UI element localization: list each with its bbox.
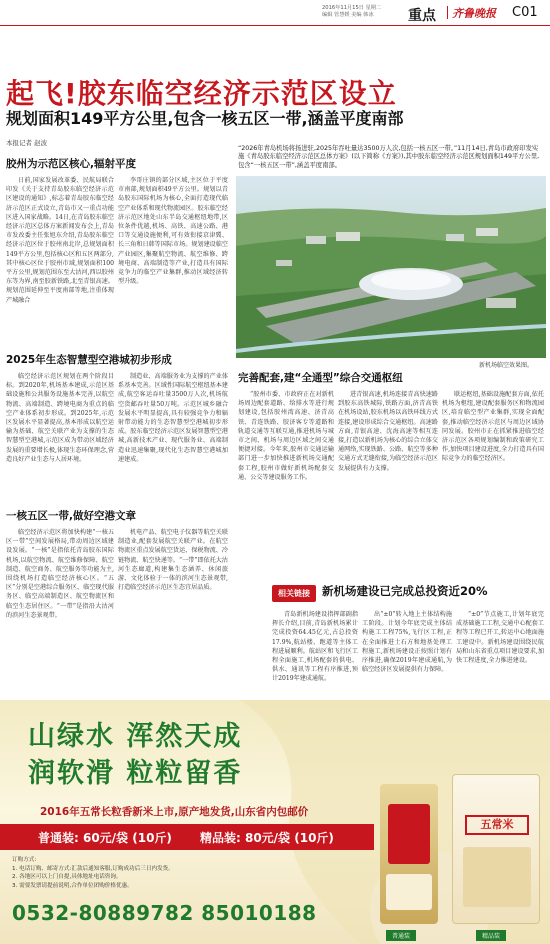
column-text: 临空经济示范区规划在两个阶段目标。到2020年,机场基本建成,示范区基础设施和公共服务设施基本完善,以航空物流、高端制造、跨境电商为重点的临空产业体系初步形成。到2025年,示范区发展水平显著提高,基本形成以航空运输为基础、航空关联产业为支撑的生态智慧型空港城,示范区成为带动区域经济发展的重要增长极,体现生态环保理念,营造良好产业生态与人居环境。 (6, 373, 114, 463)
bag-premium-label: 精品装 (476, 930, 506, 941)
column-text: 机电产品、航空电子仪器等航空关联制造业,配套发展航空关联产业。在航空物流区重点发展航空货运、保税物流、冷链物流、航空快递等。“一带”即依托大沽河生态廊道,构建集生态涵养、休闲旅游、文化体验于一体的滨河生态景观带,打造临空经济示范区生态宜居品质。 (118, 529, 228, 592)
ad-slogan-2: 润软滑 粒粒留香 (28, 758, 243, 789)
section-title-core: 胶州为示范区核心,辐射平度 (6, 158, 136, 170)
lead-paragraph: “2026年青岛机场将扬进驻,2025年吞吐量达3500万人次,包括一核五区一带。”11月14日,青岛市政府印发实施《青岛胶东临空经济示范区总体方案》(以下简称《方案》),其中胶东临空经济示范区规划面积149平方公里,包含“一核五区一带”,涵盖平度南部。 (238, 145, 540, 169)
column-text: 联运枢纽,基础设施配套方面,依托机场为枢纽,建设配套服务区和物流园区,培育临空型产业集群,实现全面配套,推动临空经济示范区与周边区域协同发展。胶州市正在抓紧推进临空经济示范区各项规划编制和政策研究工作,加快项目建设进度,全力打造具有国际竞争力的临空经济区。 (442, 391, 544, 463)
divider (447, 6, 448, 19)
column-text: 制造业、高端服务业为支撑的产业体系基本完善。区域性国际航空枢纽基本建成,航空客运吞吐量3500万人次,机场航空货邮吞吐量50万吨。示范区城乡融合发展水平明显提高,具有较强竞争力和辐射带动能力的生态智慧型空港城初步形成。胶东临空经济示范区发展智慧型空港城,高新技术产业、现代服务业、高端制造业迅速集聚,现代化生态智慧空港城加速建成。 (118, 373, 228, 463)
section-title-smart-city: 2025年生态智慧型空港城初步形成 (6, 354, 172, 366)
related-link (272, 582, 548, 606)
section-title-layout: 一核五区一带,做好空港文章 (6, 510, 136, 522)
price-regular: 普通装: 60元/袋 (10斤) (38, 831, 172, 845)
column-text: 青岛新机场建设指挥部副指挥长介绍,目前,青岛新机场累计完成投资64.45亿元,占总投资17.9%,航站楼、跑道等主体工程进展顺利。航站区和飞行区工程全面施工,机场配套的供电、供水、通讯等工程有序推进,预计2019年建成通航。 (272, 611, 358, 683)
column-text: 李哥庄镇的部分区域,主区位于平度市南部,规划面积49平方公里。规划以青岛胶东国际机场为核心,全面打造现代临空产业体系和现代物流园区。胶东临空经济示范区地处山东半岛交通枢纽地带,区位条件优越,机场、高铁、高速公路、港口等交通设施便利,可有效衔接京津冀、长三角和日韩等国际市场。规划建设临空产业园区,集聚航空物流、航空维修、跨境电商、高端制造等产业,打造具有国际竞争力的临空产业集群,推动区域经济转型升级。 (118, 177, 228, 286)
bag-brand: 五常米 (465, 815, 529, 835)
masthead-editors: 编辑 管慧媛 美编 韩冰 (322, 12, 374, 18)
column-text: 出“±0”转入地上主体结构施工阶段。计划今年底完成主体结构施工工程75%,飞行区工程,正在全面推进土石方和地基处理工程施工,新机场建设正按照计划有序推进,确保2019年建成通航,为临空经济区发展提供有力保障。 (362, 611, 452, 674)
column-text: 进青银高速,机场连接青高快速路到胶东高铁城际,铁路方面,济青高铁在机场设站,胶东机场以高铁环线方式连接,建设形成综合交通枢纽。高速路方面,青银高速、沈海高速等相互连接,打造以新机场为核心的综合立体交通网络,实现铁路、公路、航空等多种交通方式无缝衔接,为临空经济示范区发展提供有力支撑。 (338, 391, 438, 472)
related-title: 新机场建设已完成总投资近20% (322, 584, 488, 598)
rice-bag-regular (380, 784, 438, 924)
aerial-image (236, 176, 546, 358)
image-caption: 新机场临空效果图。 (479, 362, 534, 369)
column-text: “±0”节点施工,计划年底完成基础施工工程,交通中心配套工程等工程已开工,转运中心地面施工建设中。新机场建设围绕民航局和山东省重点项目建设要求,加快工程进度,全力推进建设。 (456, 611, 544, 665)
rice-bag-premium (452, 774, 540, 924)
price-premium: 精品装: 80元/袋 (10斤) (200, 831, 334, 845)
ad-slogan-1: 山绿水 浑然天成 (28, 721, 243, 752)
page-number: C01 (512, 5, 538, 20)
subheadline: 规划面积149平方公里,包含一核五区一带,涵盖平度南部 (6, 109, 404, 128)
column-text: 临空经济示范区将加快构建“一核五区一带”空间发展格局,带动周边区域建设发展。“一核”是指依托青岛胶东国际机场,以航空物流、航空维修保障、航空制造、航空商务、航空服务等功能为主,围绕机场打造临空经济核心区。“五区”分别是空港综合服务区、临空现代服务区、临空高端制造区、航空物流区和临空生态居住区。“一带”是指沿大沽河的滨河生态景观带。 (6, 529, 114, 619)
paper-logo: 齐鲁晚报 (452, 7, 496, 20)
section-name: 重点 (408, 8, 436, 24)
bag-label-panel (388, 804, 430, 864)
order-phone[interactable]: 0532-80889782 85010188 (12, 901, 317, 925)
related-tag: 相关链接 (272, 585, 316, 602)
column-text: “胶州市委、市政府正在对新机场周边配套道路、给排水等进行规划建设,包括胶州湾高速、济青高铁、青连铁路、胶济客专等道路和轨道交通等互联互通,推进机场与城市之间、机场与周边区域之间交通便捷对接。今年来,胶州市交通运输部门进一步加快推进新机场交通配套工程,胶州市做好新机场配套交通、公交等建设服务工作。 (238, 391, 334, 481)
ad-promo: 2016年五常长粒香新米上市,原产地发货,山东省内包邮价 (40, 806, 309, 818)
masthead-meta (322, 5, 381, 19)
headline: 起飞!胶东临空经济示范区设立 (6, 77, 397, 110)
order-notes: 订购方式: 1. 电话订购、邮寄方式:汇款后通知客服,订购成功后三日内发货。 2. 各地区可以上门自提,具体地址电话咨询。 3. 需要发票请提前说明,合作单位团购价格优惠。 (12, 857, 174, 889)
rice-advertisement (0, 700, 550, 944)
bag-window (463, 847, 531, 907)
bag-regular-label: 普通装 (386, 930, 416, 941)
bag-window (386, 874, 432, 910)
column-text: 日前,国家发展改革委、民航局联合印发《关于支持青岛胶东临空经济示范区建设的通知》,标志着青岛胶东临空经济示范区正式设立,青岛市又一重点功能区进入国家战略。14日,在青岛胶东临空经济示范区总体方案新闻发布会上,青岛市发改委主任张旭东介绍,青岛胶东临空经济示范区位于胶州南北岸,总规划面积149平方公里,包括核心区和五区两部分,其中核心区位于胶州市域,规划面积100平方公里,规划范围东至大沽河,西以胶州东等为界,南至胶新铁路,北至青银高速。规划范围延伸至平度南部等地,注重体现产城融合 (6, 177, 114, 304)
price-band (0, 824, 374, 850)
section-title-transport: 完善配套,建“全通型”综合交通枢纽 (238, 372, 403, 384)
byline: 本报记者 赵波 (6, 139, 48, 147)
masthead-date: 2016年11月15日 星期二 (322, 5, 382, 11)
masthead (0, 0, 550, 26)
